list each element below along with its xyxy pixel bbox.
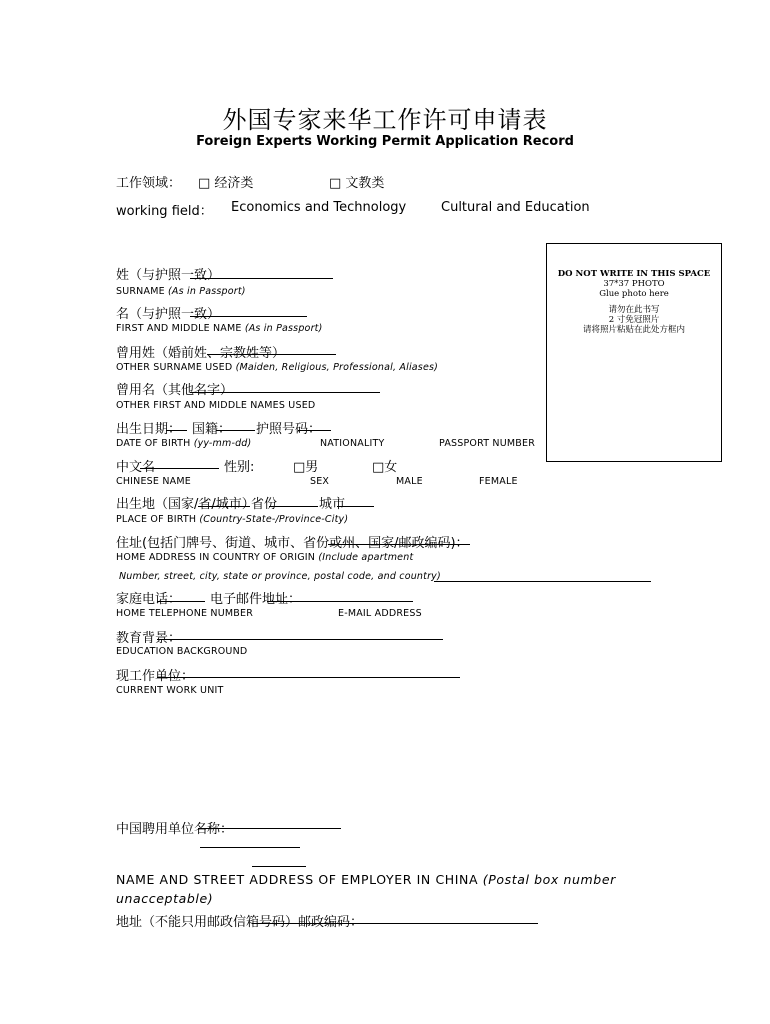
working-field-label-en: working field：	[116, 204, 213, 219]
sex-label-cn: 性别:	[224, 460, 255, 475]
employer-name-input-3[interactable]	[252, 866, 306, 867]
dob-label-cn: 出生日期：	[116, 422, 182, 437]
cultural-checkbox-cn[interactable]: □ 文教类	[329, 176, 385, 191]
cultural-option-en: Cultural and Education	[441, 200, 590, 215]
pob-country-input[interactable]	[198, 506, 250, 507]
other-first-name-input[interactable]	[190, 392, 380, 393]
photo-box-warning: DO NOT WRITE IN THIS SPACE	[557, 269, 711, 279]
education-label-en: EDUCATION BACKGROUND	[116, 646, 248, 657]
nationality-label-cn: 国籍：	[192, 422, 232, 437]
home-telephone-input[interactable]	[157, 601, 205, 602]
employer-label-en: NAME AND STREET ADDRESS OF EMPLOYER IN CHINA (Postal box number	[116, 872, 616, 887]
other-surname-label-cn: 曾用姓（婚前姓、宗教姓等）	[116, 346, 286, 361]
passport-label-cn: 护照号码：	[256, 422, 322, 437]
dob-label-en: DATE OF BIRTH (yy-mm-dd)	[116, 438, 252, 449]
male-checkbox[interactable]: □男	[293, 460, 319, 475]
economics-option-en: Economics and Technology	[231, 200, 407, 215]
chinese-name-label-en: CHINESE NAME	[116, 476, 191, 487]
other-first-name-label-en: OTHER FIRST AND MIDDLE NAMES USED	[116, 400, 316, 411]
nationality-input[interactable]	[216, 430, 255, 431]
place-of-birth-label-en: PLACE OF BIRTH (Country-State-/Province-City)	[116, 514, 349, 525]
employer-address-input[interactable]	[252, 923, 538, 924]
pob-province-input[interactable]	[269, 506, 318, 507]
page-title-en: Foreign Experts Working Permit Application Record	[196, 134, 574, 149]
surname-input[interactable]	[190, 278, 333, 279]
economics-checkbox-cn[interactable]: □ 经济类	[198, 176, 254, 191]
male-label-en: MALE	[396, 476, 423, 487]
pob-city-input[interactable]	[337, 506, 374, 507]
email-label-cn: 电子邮件地址：	[210, 592, 302, 607]
employer-name-label-cn: 中国聘用单位名称：	[116, 822, 234, 837]
pob-province-label-cn: 省份	[251, 497, 278, 512]
other-surname-label-en: OTHER SURNAME USED (Maiden, Religious, Professional, Aliases)	[116, 362, 439, 373]
photo-box-size-cn: 2 寸免冠照片	[608, 315, 660, 325]
home-telephone-label-cn: 家庭电话：	[116, 592, 182, 607]
page-title-cn: 外国专家来华工作许可申请表	[222, 106, 548, 134]
place-of-birth-label-cn: 出生地（国家/省/城市）	[116, 497, 255, 512]
first-name-input[interactable]	[190, 316, 307, 317]
home-address-label-en-cont: Number, street, city, state or province, postal code, and country)	[119, 571, 441, 582]
education-input[interactable]	[157, 639, 443, 640]
sex-label-en: SEX	[310, 476, 330, 487]
work-unit-label-en: CURRENT WORK UNIT	[116, 685, 224, 696]
chinese-name-label-cn: 中文名	[116, 460, 156, 475]
photo-box-size: 37*37 PHOTO	[603, 279, 665, 289]
passport-input[interactable]	[298, 430, 331, 431]
work-unit-input[interactable]	[157, 677, 460, 678]
surname-label-en: SURNAME (As in Passport)	[116, 286, 246, 297]
home-address-label-cn: 住址(包括门牌号、街道、城市、省份或州、国家/邮政编码)：	[116, 536, 469, 551]
home-address-input-2[interactable]	[434, 581, 651, 582]
first-name-label-en: FIRST AND MIDDLE NAME (As in Passport)	[116, 323, 323, 334]
photo-box-warning-cn: 请勿在此书写	[608, 305, 660, 315]
female-checkbox[interactable]: □女	[372, 460, 398, 475]
home-telephone-label-en: HOME TELEPHONE NUMBER	[116, 608, 253, 619]
employer-name-input-2[interactable]	[200, 847, 300, 848]
photo-box-instruction: Glue photo here	[599, 289, 669, 299]
female-label-en: FEMALE	[479, 476, 518, 487]
employer-address-label-cn: 地址（不能只用邮政信箱号码）邮政编码：	[116, 915, 364, 930]
employer-label-en-cont: unacceptable)	[116, 891, 214, 906]
other-surname-input[interactable]	[207, 354, 336, 355]
photo-box	[546, 243, 722, 462]
education-label-cn: 教育背景：	[116, 631, 182, 646]
nationality-label-en: NATIONALITY	[320, 438, 385, 449]
work-unit-label-cn: 现工作单位：	[116, 669, 195, 684]
surname-label-cn: 姓（与护照一致）	[116, 268, 221, 283]
working-field-label-cn: 工作领域：	[116, 176, 182, 191]
home-address-input[interactable]	[328, 544, 470, 545]
first-name-label-cn: 名（与护照一致）	[116, 307, 221, 322]
pob-city-label-cn: 城市	[319, 497, 346, 512]
employer-name-input[interactable]	[198, 828, 341, 829]
email-input[interactable]	[267, 601, 413, 602]
home-address-label-en: HOME ADDRESS IN COUNTRY OF ORIGIN (Include apartment	[116, 552, 414, 563]
email-label-en: E-MAIL ADDRESS	[338, 608, 422, 619]
chinese-name-input[interactable]	[140, 468, 219, 469]
other-first-name-label-cn: 曾用名（其他名字）	[116, 383, 234, 398]
dob-input[interactable]	[166, 430, 187, 431]
photo-box-instruction-cn: 请将照片粘贴在此处方框内	[582, 325, 685, 335]
passport-label-en: PASSPORT NUMBER	[439, 438, 535, 449]
